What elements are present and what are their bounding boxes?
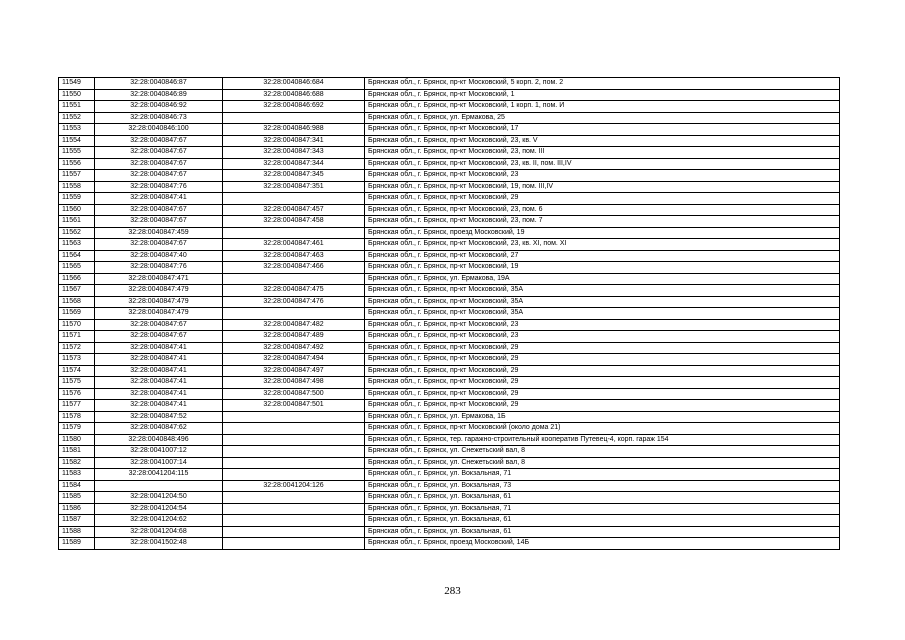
address-cell: Брянская обл., г. Брянск, пр-кт Московский, 29 bbox=[365, 354, 840, 366]
address-cell: Брянская обл., г. Брянск, ул. Вокзальная, 61 bbox=[365, 492, 840, 504]
row-number-cell: 11565 bbox=[59, 262, 95, 274]
table-row bbox=[59, 204, 840, 216]
address-cell: Брянская обл., г. Брянск, ул. Вокзальная, 73 bbox=[365, 480, 840, 492]
building-cadastral-cell: 32:28:0040847:500 bbox=[223, 388, 365, 400]
row-number-cell: 11551 bbox=[59, 101, 95, 113]
address-cell: Брянская обл., г. Брянск, пр-кт Московский (около дома 21) bbox=[365, 423, 840, 435]
table-row bbox=[59, 526, 840, 538]
table-row bbox=[59, 193, 840, 205]
row-number-cell: 11549 bbox=[59, 78, 95, 90]
land-parcel-cadastral-cell: 32:28:0040847:41 bbox=[95, 400, 223, 412]
row-number-cell: 11568 bbox=[59, 296, 95, 308]
land-parcel-cadastral-cell: 32:28:0040847:67 bbox=[95, 147, 223, 159]
land-parcel-cadastral-cell: 32:28:0040846:87 bbox=[95, 78, 223, 90]
address-cell: Брянская обл., г. Брянск, проезд Московский, 19 bbox=[365, 227, 840, 239]
row-number-cell: 11557 bbox=[59, 170, 95, 182]
row-number-cell: 11573 bbox=[59, 354, 95, 366]
building-cadastral-cell: 32:28:0040846:988 bbox=[223, 124, 365, 136]
address-cell: Брянская обл., г. Брянск, ул. Снежетьский вал, 8 bbox=[365, 446, 840, 458]
row-number-cell: 11559 bbox=[59, 193, 95, 205]
land-parcel-cadastral-cell: 32:28:0040847:67 bbox=[95, 158, 223, 170]
row-number-cell: 11569 bbox=[59, 308, 95, 320]
table-row bbox=[59, 492, 840, 504]
building-cadastral-cell: 32:28:0040847:475 bbox=[223, 285, 365, 297]
row-number-cell: 11575 bbox=[59, 377, 95, 389]
row-number-cell: 11588 bbox=[59, 526, 95, 538]
address-cell: Брянская обл., г. Брянск, ул. Снежетьский вал, 8 bbox=[365, 457, 840, 469]
table-row bbox=[59, 377, 840, 389]
row-number-cell: 11570 bbox=[59, 319, 95, 331]
address-cell: Брянская обл., г. Брянск, пр-кт Московский, 29 bbox=[365, 365, 840, 377]
land-parcel-cadastral-cell: 32:28:0040847:41 bbox=[95, 365, 223, 377]
land-parcel-cadastral-cell: 32:28:0040847:67 bbox=[95, 331, 223, 343]
table-row bbox=[59, 400, 840, 412]
building-cadastral-cell: 32:28:0040847:466 bbox=[223, 262, 365, 274]
address-cell: Брянская обл., г. Брянск, пр-кт Московский, 23, кв. II, пом. III,IV bbox=[365, 158, 840, 170]
building-cadastral-cell bbox=[223, 227, 365, 239]
address-cell: Брянская обл., г. Брянск, тер. гаражно-строительный кооператив Путевец-4, корп. гараж 154 bbox=[365, 434, 840, 446]
land-parcel-cadastral-cell: 32:28:0040847:41 bbox=[95, 354, 223, 366]
land-parcel-cadastral-cell: 32:28:0040847:67 bbox=[95, 319, 223, 331]
address-cell: Брянская обл., г. Брянск, пр-кт Московский, 23, кв. V bbox=[365, 135, 840, 147]
table-row bbox=[59, 135, 840, 147]
building-cadastral-cell: 32:28:0040847:457 bbox=[223, 204, 365, 216]
row-number-cell: 11581 bbox=[59, 446, 95, 458]
building-cadastral-cell: 32:28:0040847:482 bbox=[223, 319, 365, 331]
land-parcel-cadastral-cell: 32:28:0041204:115 bbox=[95, 469, 223, 481]
table-row bbox=[59, 285, 840, 297]
address-cell: Брянская обл., г. Брянск, ул. Ермакова, 1Б bbox=[365, 411, 840, 423]
land-parcel-cadastral-cell: 32:28:0040847:471 bbox=[95, 273, 223, 285]
row-number-cell: 11554 bbox=[59, 135, 95, 147]
table-row bbox=[59, 124, 840, 136]
table-row bbox=[59, 101, 840, 113]
building-cadastral-cell: 32:28:0040847:461 bbox=[223, 239, 365, 251]
address-cell: Брянская обл., г. Брянск, пр-кт Московский, 29 bbox=[365, 193, 840, 205]
building-cadastral-cell bbox=[223, 457, 365, 469]
land-parcel-cadastral-cell: 32:28:0041007:14 bbox=[95, 457, 223, 469]
land-parcel-cadastral-cell: 32:28:0040847:67 bbox=[95, 170, 223, 182]
building-cadastral-cell: 32:28:0040847:498 bbox=[223, 377, 365, 389]
building-cadastral-cell bbox=[223, 538, 365, 550]
land-parcel-cadastral-cell: 32:28:0040847:76 bbox=[95, 262, 223, 274]
building-cadastral-cell: 32:28:0040847:476 bbox=[223, 296, 365, 308]
row-number-cell: 11583 bbox=[59, 469, 95, 481]
land-parcel-cadastral-cell: 32:28:0041204:68 bbox=[95, 526, 223, 538]
property-register-table bbox=[58, 77, 840, 550]
row-number-cell: 11561 bbox=[59, 216, 95, 228]
row-number-cell: 11584 bbox=[59, 480, 95, 492]
address-cell: Брянская обл., г. Брянск, пр-кт Московский, 35А bbox=[365, 308, 840, 320]
land-parcel-cadastral-cell: 32:28:0040846:100 bbox=[95, 124, 223, 136]
row-number-cell: 11558 bbox=[59, 181, 95, 193]
building-cadastral-cell: 32:28:0040846:692 bbox=[223, 101, 365, 113]
table-row bbox=[59, 78, 840, 90]
building-cadastral-cell bbox=[223, 423, 365, 435]
table-row bbox=[59, 296, 840, 308]
land-parcel-cadastral-cell: 32:28:0040847:40 bbox=[95, 250, 223, 262]
land-parcel-cadastral-cell: 32:28:0040847:67 bbox=[95, 135, 223, 147]
building-cadastral-cell bbox=[223, 492, 365, 504]
building-cadastral-cell bbox=[223, 469, 365, 481]
building-cadastral-cell: 32:28:0040847:463 bbox=[223, 250, 365, 262]
table-row bbox=[59, 365, 840, 377]
land-parcel-cadastral-cell: 32:28:0040847:459 bbox=[95, 227, 223, 239]
land-parcel-cadastral-cell: 32:28:0041007:12 bbox=[95, 446, 223, 458]
row-number-cell: 11582 bbox=[59, 457, 95, 469]
address-cell: Брянская обл., г. Брянск, ул. Вокзальная, 61 bbox=[365, 515, 840, 527]
address-cell: Брянская обл., г. Брянск, пр-кт Московский, 23 bbox=[365, 331, 840, 343]
table-row bbox=[59, 308, 840, 320]
land-parcel-cadastral-cell: 32:28:0040847:52 bbox=[95, 411, 223, 423]
table-row bbox=[59, 469, 840, 481]
row-number-cell: 11572 bbox=[59, 342, 95, 354]
table-row bbox=[59, 503, 840, 515]
building-cadastral-cell: 32:28:0040847:345 bbox=[223, 170, 365, 182]
land-parcel-cadastral-cell: 32:28:0041204:54 bbox=[95, 503, 223, 515]
address-cell: Брянская обл., г. Брянск, пр-кт Московский, 1 корп. 1, пом. И bbox=[365, 101, 840, 113]
table-row bbox=[59, 423, 840, 435]
table-row bbox=[59, 216, 840, 228]
building-cadastral-cell: 32:28:0040846:688 bbox=[223, 89, 365, 101]
table-body bbox=[59, 78, 840, 550]
land-parcel-cadastral-cell: 32:28:0040847:41 bbox=[95, 377, 223, 389]
row-number-cell: 11550 bbox=[59, 89, 95, 101]
row-number-cell: 11563 bbox=[59, 239, 95, 251]
building-cadastral-cell: 32:28:0040847:497 bbox=[223, 365, 365, 377]
building-cadastral-cell bbox=[223, 503, 365, 515]
address-cell: Брянская обл., г. Брянск, пр-кт Московский, 35А bbox=[365, 285, 840, 297]
land-parcel-cadastral-cell: 32:28:0040847:41 bbox=[95, 388, 223, 400]
table-row bbox=[59, 515, 840, 527]
row-number-cell: 11576 bbox=[59, 388, 95, 400]
row-number-cell: 11579 bbox=[59, 423, 95, 435]
address-cell: Брянская обл., г. Брянск, ул. Ермакова, 19А bbox=[365, 273, 840, 285]
row-number-cell: 11580 bbox=[59, 434, 95, 446]
land-parcel-cadastral-cell: 32:28:0040847:41 bbox=[95, 342, 223, 354]
building-cadastral-cell bbox=[223, 411, 365, 423]
building-cadastral-cell: 32:28:0040847:489 bbox=[223, 331, 365, 343]
building-cadastral-cell bbox=[223, 112, 365, 124]
table-row bbox=[59, 331, 840, 343]
land-parcel-cadastral-cell: 32:28:0040846:89 bbox=[95, 89, 223, 101]
land-parcel-cadastral-cell: 32:28:0040846:73 bbox=[95, 112, 223, 124]
building-cadastral-cell bbox=[223, 434, 365, 446]
table-row bbox=[59, 388, 840, 400]
building-cadastral-cell bbox=[223, 193, 365, 205]
page-number: 283 bbox=[444, 585, 461, 597]
address-cell: Брянская обл., г. Брянск, пр-кт Московский, 23 bbox=[365, 319, 840, 331]
row-number-cell: 11564 bbox=[59, 250, 95, 262]
address-cell: Брянская обл., г. Брянск, пр-кт Московский, 19, пом. III,IV bbox=[365, 181, 840, 193]
address-cell: Брянская обл., г. Брянск, пр-кт Московский, 29 bbox=[365, 342, 840, 354]
land-parcel-cadastral-cell: 32:28:0040847:41 bbox=[95, 193, 223, 205]
building-cadastral-cell: 32:28:0041204:126 bbox=[223, 480, 365, 492]
address-cell: Брянская обл., г. Брянск, проезд Московский, 14Б bbox=[365, 538, 840, 550]
address-cell: Брянская обл., г. Брянск, ул. Вокзальная, 71 bbox=[365, 503, 840, 515]
address-cell: Брянская обл., г. Брянск, ул. Ермакова, 25 bbox=[365, 112, 840, 124]
building-cadastral-cell bbox=[223, 273, 365, 285]
address-cell: Брянская обл., г. Брянск, пр-кт Московский, 35А bbox=[365, 296, 840, 308]
building-cadastral-cell: 32:28:0040847:351 bbox=[223, 181, 365, 193]
table-row bbox=[59, 89, 840, 101]
building-cadastral-cell: 32:28:0040847:458 bbox=[223, 216, 365, 228]
table-row bbox=[59, 319, 840, 331]
row-number-cell: 11577 bbox=[59, 400, 95, 412]
table-row bbox=[59, 170, 840, 182]
table-row bbox=[59, 342, 840, 354]
table-row bbox=[59, 239, 840, 251]
row-number-cell: 11571 bbox=[59, 331, 95, 343]
table-row bbox=[59, 112, 840, 124]
row-number-cell: 11553 bbox=[59, 124, 95, 136]
building-cadastral-cell: 32:28:0040847:501 bbox=[223, 400, 365, 412]
building-cadastral-cell bbox=[223, 308, 365, 320]
table-row bbox=[59, 273, 840, 285]
address-cell: Брянская обл., г. Брянск, пр-кт Московский, 17 bbox=[365, 124, 840, 136]
address-cell: Брянская обл., г. Брянск, пр-кт Московский, 27 bbox=[365, 250, 840, 262]
row-number-cell: 11587 bbox=[59, 515, 95, 527]
row-number-cell: 11578 bbox=[59, 411, 95, 423]
table-row bbox=[59, 446, 840, 458]
building-cadastral-cell: 32:28:0040847:343 bbox=[223, 147, 365, 159]
row-number-cell: 11566 bbox=[59, 273, 95, 285]
land-parcel-cadastral-cell: 32:28:0041204:50 bbox=[95, 492, 223, 504]
address-cell: Брянская обл., г. Брянск, пр-кт Московский, 23, пом. III bbox=[365, 147, 840, 159]
address-cell: Брянская обл., г. Брянск, пр-кт Московский, 5 корп. 2, пом. 2 bbox=[365, 78, 840, 90]
building-cadastral-cell bbox=[223, 515, 365, 527]
building-cadastral-cell: 32:28:0040847:344 bbox=[223, 158, 365, 170]
building-cadastral-cell: 32:28:0040847:492 bbox=[223, 342, 365, 354]
address-cell: Брянская обл., г. Брянск, пр-кт Московский, 23, пом. 7 bbox=[365, 216, 840, 228]
land-parcel-cadastral-cell: 32:28:0040847:76 bbox=[95, 181, 223, 193]
land-parcel-cadastral-cell: 32:28:0040847:62 bbox=[95, 423, 223, 435]
row-number-cell: 11589 bbox=[59, 538, 95, 550]
row-number-cell: 11586 bbox=[59, 503, 95, 515]
address-cell: Брянская обл., г. Брянск, пр-кт Московский, 1 bbox=[365, 89, 840, 101]
address-cell: Брянская обл., г. Брянск, пр-кт Московский, 23, кв. XI, пом. XI bbox=[365, 239, 840, 251]
land-parcel-cadastral-cell: 32:28:0040847:67 bbox=[95, 204, 223, 216]
address-cell: Брянская обл., г. Брянск, пр-кт Московский, 23 bbox=[365, 170, 840, 182]
land-parcel-cadastral-cell: 32:28:0040847:479 bbox=[95, 296, 223, 308]
table-row bbox=[59, 250, 840, 262]
land-parcel-cadastral-cell: 32:28:0040847:479 bbox=[95, 285, 223, 297]
address-cell: Брянская обл., г. Брянск, пр-кт Московский, 29 bbox=[365, 377, 840, 389]
land-parcel-cadastral-cell: 32:28:0041204:62 bbox=[95, 515, 223, 527]
table-row bbox=[59, 227, 840, 239]
address-cell: Брянская обл., г. Брянск, ул. Вокзальная, 71 bbox=[365, 469, 840, 481]
table-row bbox=[59, 411, 840, 423]
row-number-cell: 11552 bbox=[59, 112, 95, 124]
row-number-cell: 11585 bbox=[59, 492, 95, 504]
address-cell: Брянская обл., г. Брянск, пр-кт Московский, 23, пом. 6 bbox=[365, 204, 840, 216]
table-row bbox=[59, 538, 840, 550]
address-cell: Брянская обл., г. Брянск, пр-кт Московский, 29 bbox=[365, 388, 840, 400]
land-parcel-cadastral-cell bbox=[95, 480, 223, 492]
row-number-cell: 11562 bbox=[59, 227, 95, 239]
address-cell: Брянская обл., г. Брянск, пр-кт Московский, 19 bbox=[365, 262, 840, 274]
table-row bbox=[59, 147, 840, 159]
row-number-cell: 11555 bbox=[59, 147, 95, 159]
table-row bbox=[59, 434, 840, 446]
row-number-cell: 11560 bbox=[59, 204, 95, 216]
table-row bbox=[59, 181, 840, 193]
table-row bbox=[59, 262, 840, 274]
land-parcel-cadastral-cell: 32:28:0040846:92 bbox=[95, 101, 223, 113]
row-number-cell: 11567 bbox=[59, 285, 95, 297]
land-parcel-cadastral-cell: 32:28:0040847:479 bbox=[95, 308, 223, 320]
table-row bbox=[59, 354, 840, 366]
land-parcel-cadastral-cell: 32:28:0040847:67 bbox=[95, 239, 223, 251]
land-parcel-cadastral-cell: 32:28:0041502:48 bbox=[95, 538, 223, 550]
building-cadastral-cell bbox=[223, 526, 365, 538]
row-number-cell: 11556 bbox=[59, 158, 95, 170]
building-cadastral-cell bbox=[223, 446, 365, 458]
row-number-cell: 11574 bbox=[59, 365, 95, 377]
address-cell: Брянская обл., г. Брянск, пр-кт Московский, 29 bbox=[365, 400, 840, 412]
table-row bbox=[59, 158, 840, 170]
building-cadastral-cell: 32:28:0040846:684 bbox=[223, 78, 365, 90]
address-cell: Брянская обл., г. Брянск, ул. Вокзальная, 61 bbox=[365, 526, 840, 538]
table-row bbox=[59, 480, 840, 492]
land-parcel-cadastral-cell: 32:28:0040847:67 bbox=[95, 216, 223, 228]
table-row bbox=[59, 457, 840, 469]
building-cadastral-cell: 32:28:0040847:341 bbox=[223, 135, 365, 147]
building-cadastral-cell: 32:28:0040847:494 bbox=[223, 354, 365, 366]
land-parcel-cadastral-cell: 32:28:0040848:496 bbox=[95, 434, 223, 446]
